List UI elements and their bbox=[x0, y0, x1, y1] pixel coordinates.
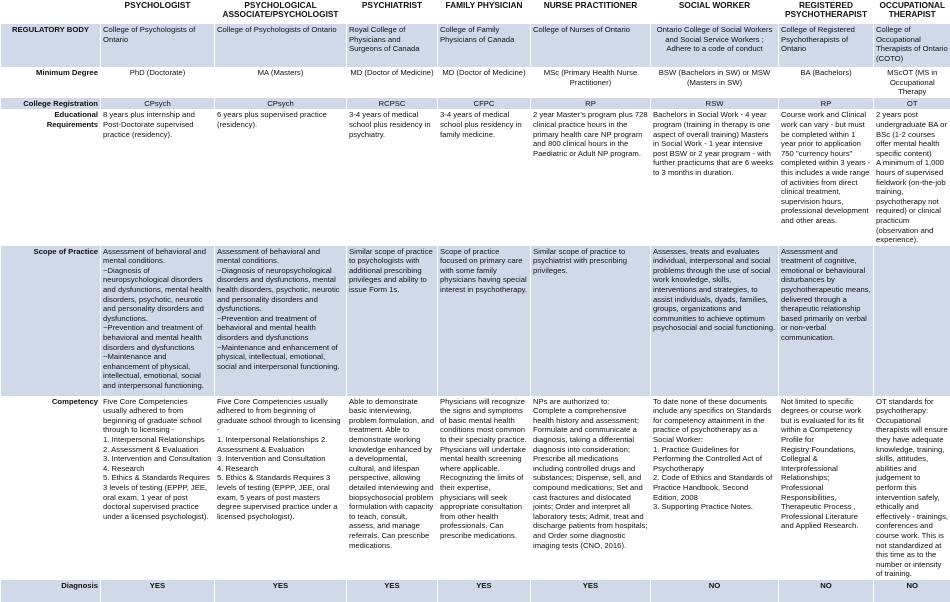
column-header-psychologist: PSYCHOLOGIST bbox=[101, 0, 215, 24]
table-cell: OT standards for psychotherapy: Occupational therapists will ensure they have adequate knowledge, training, skills, attitudes, abilities and judgement to perform this intervention safely, ethically and effectively - trainings, conferences and course work. This is not standardized at this time as to the number or intensity of training. bbox=[874, 396, 950, 580]
table-cell: CPsych bbox=[101, 98, 215, 110]
table-cell: Bachelors in Social Work - 4 year program (training in therapy is one aspect of overall training) Masters in Social Work - 1 year intensive post BSW or 2 year program - with further practicums that are 6 weeks to 3 months in duration. bbox=[651, 109, 779, 245]
row-label-diagnosis: Diagnosis bbox=[1, 580, 101, 602]
table-cell: College of Nurses of Ontario bbox=[531, 24, 651, 67]
column-header-family-physician: FAMILY PHYSICIAN bbox=[438, 0, 531, 24]
table-cell: Royal College of Physicians and Surgeons of Canada bbox=[347, 24, 438, 67]
table-cell: Able to demonstrate basic interviewing, problem formulation, and treatment. Able to demonstrate working knowledge enhanced by a developmental, cultural, and lifespan perspective, allowing detailed interviewing and biopsychosocial problem formulation with capacity to teach, consult, assess, and manage referrals. Can prescribe medications. bbox=[347, 396, 438, 580]
column-header-nurse-practitioner: NURSE PRACTITIONER bbox=[531, 0, 651, 24]
table-cell: 2 year Master’s program plus 728 clinical practice hours in the primary health care NP program and 800 clinical hours in the Paediatric or Adult NP program. bbox=[531, 109, 651, 245]
table-cell: Assessment of behavioral and mental conditions. ~Diagnosis of neuropsychological disorders and dysfunctions, mental health disorders, psychotic, neurotic and personality disorders and dysfunctions. ~Prevention and treatment of behavioral and mental health disorders and dysfunctions ~Maintenance and enhancement of physical, intellectual, emotional, social and interpersonal functioning. bbox=[215, 246, 347, 396]
educational-requirements-row bbox=[1, 109, 950, 245]
table-cell: To date none of these documents include any specifics on Standards for competency attainment in the practice of psychotherapy as a Social Worker: 1. Practice Guidelines for Performing the Controlled Act of Psychotherapy 2. Code of Ethics and Standards of Practice Handbook, Second Edition, 2008 3. Supporting Practice Notes. bbox=[651, 396, 779, 580]
table-cell: BSW (Bachelors in SW) or MSW (Masters in SW) bbox=[651, 67, 779, 98]
table-cell: Not limited to specific degrees or course work but is evaluated for its fit within a Competency Profile for Registry:Foundations, Collegial & Interprofessional Relationships; Professional Responsibilities, Therapeutic Process , Professional Literature and Applied Research. bbox=[779, 396, 874, 580]
row-label-minimum-degree: Minimum Degree bbox=[1, 67, 101, 98]
table-cell: BA (Bachelors) bbox=[779, 67, 874, 98]
table-cell: RP bbox=[779, 98, 874, 110]
table-cell: Similar scope of practice to psychologists with additional prescribing privileges and ability to issue Form 1s. bbox=[347, 246, 438, 396]
table-cell: OT bbox=[874, 98, 950, 110]
table-cell: Ontario College of Social Workers and Social Service Workers ; Adhere to a code of conduct bbox=[651, 24, 779, 67]
table-cell bbox=[874, 246, 950, 396]
table-cell: Five Core Competencies usually adhered to from beginning of graduate school through to licensing - 1. Interpersonal Relationships 2. Assessment & Evaluation 3. Intervention and Consultation 4. Research 5. Ethics & Standards Requires 3 levels of testing (EPPP, JEE, oral exam, 5 years of post masters degree supervised practice under a licensed psychologist). bbox=[215, 396, 347, 580]
table-cell: RCPSC bbox=[347, 98, 438, 110]
table-cell: YES bbox=[347, 580, 438, 602]
table-cell: 8 years plus internship and Post-Doctorate supervised practice (residency). bbox=[101, 109, 215, 245]
table-cell: College of Psychologists of Ontario bbox=[215, 24, 347, 67]
table-cell: Assessment of behavioral and mental conditions. ~Diagnosis of neuropsychological disorders and dysfunctions, mental health disorders, psychotic, neurotic and personality disorders and dysfunctions. ~Prevention and treatment of behavioral and mental health disorders and dysfunctions ~Maintenance and enhancement of physical, intellectual, emotional, social and interpersonal functioning. bbox=[101, 246, 215, 396]
column-header-registered-psychotherapist: REGISTERED PSYCHOTHERAPIST bbox=[779, 0, 874, 24]
table-cell: CPsych bbox=[215, 98, 347, 110]
table-cell: YES bbox=[531, 580, 651, 602]
table-cell: MD (Doctor of Medicine) bbox=[347, 67, 438, 98]
table-cell: Course work and Clinical work can vary - but must be completed within 1 year prior to application 750 "currency hours" completed within 3 years - this includes a wide range of activities from direct clinical treatment, supervision hours, professional development and other areas. bbox=[779, 109, 874, 245]
corner-cell bbox=[1, 0, 101, 24]
table-cell: College of Family Physicians of Canada bbox=[438, 24, 531, 67]
table-cell: Assesses, treats and evaluates individual, interpersonal and social problems through the use of social work knowledge, skills, interventions and strategies, to assist individuals, dyads, families, groups, organizations and communities to achieve optimum psychosocial and social functioning. bbox=[651, 246, 779, 396]
row-label-scope-of-practice: Scope of Practice bbox=[1, 246, 101, 396]
table-cell: RP bbox=[531, 98, 651, 110]
column-header-psychological-associate: PSYCHOLOGICAL ASSOCIATE/PSYCHOLOGIST bbox=[215, 0, 347, 24]
table-cell: RSW bbox=[651, 98, 779, 110]
table-cell: PhD (Doctorate) bbox=[101, 67, 215, 98]
college-registration-row bbox=[1, 98, 950, 110]
table-cell: MScOT (MS in Occupational Therapy bbox=[874, 67, 950, 98]
row-label-regulatory-body: REGULATORY BODY bbox=[1, 24, 101, 67]
table-cell: 2 years post undergraduate BA or BSc (1-2 courses offer mental health specific content) A minimum of 1,000 hours of supervised fieldwork (on-the-job training, psychotherapy not required) or clinical practicum (observation and experience). bbox=[874, 109, 950, 245]
table-cell: College of Psychologists of Ontario bbox=[101, 24, 215, 67]
table-cell: MD (Doctor of Medicine) bbox=[438, 67, 531, 98]
scope-of-practice-row bbox=[1, 246, 950, 396]
table-cell: Five Core Competencies usually adhered to from beginning of graduate school through to licensing - 1. Interpersonal Relationships 2. Assessment & Evaluation 3. Intervention and Consultation 4. Research 5. Ethics & Standards Requires 3 levels of testing (EPPP, JEE, oral exam, 1 year of post doctoral supervised practice under a licensed psychologist). bbox=[101, 396, 215, 580]
table-cell: College of Registered Psychotherapists of Ontario bbox=[779, 24, 874, 67]
table-cell: Scope of practice focused on primary care with some family physicians having special interest in psychotherapy. bbox=[438, 246, 531, 396]
table-cell: Assessment and treatment of cognitive, emotional or behavioural disturbances by psychotherapeutic means, delivered through a therapeutic relationship based primarily on verbal or non-verbal communication. bbox=[779, 246, 874, 396]
column-header-occupational-therapist: OCCUPATIONAL THERAPIST bbox=[874, 0, 950, 24]
row-label-competency: Competency bbox=[1, 396, 101, 580]
table-cell: NO bbox=[779, 580, 874, 602]
table-cell: NO bbox=[874, 580, 950, 602]
minimum-degree-row bbox=[1, 67, 950, 98]
table-cell: 3-4 years of medical school plus residency in psychiatry. bbox=[347, 109, 438, 245]
table-cell: MSc (Primary Health Nurse Practitioner) bbox=[531, 67, 651, 98]
column-header-psychiatrist: PSYCHIATRIST bbox=[347, 0, 438, 24]
table-cell: Similar scope of practice to psychiatrist with prescribing privileges. bbox=[531, 246, 651, 396]
table-cell: Physicians will recognize the signs and symptoms of basic mental health conditions most common to their specialty practice. Physicians will undertake mental health screening where applicable. Recognizing the limits of their expertise, physicians will seek appropriate consultation from other health professionals. Can prescribe medications. bbox=[438, 396, 531, 580]
table-cell: MA (Masters) bbox=[215, 67, 347, 98]
regulatory-body-row bbox=[1, 24, 950, 67]
table-cell: YES bbox=[101, 580, 215, 602]
table-cell: 6 years plus supervised practice (residency). bbox=[215, 109, 347, 245]
header-row bbox=[1, 0, 950, 24]
table-cell: NPs are authorized to: Complete a comprehensive health history and assessment; Formulate and communicate a diagnosis, taking a differential diagnosis into consideration; Prescribe all medications including controlled drugs and substances; Dispense, sell, and compound medications; Set and cast fractures and dislocated joints; Order and interpret all laboratory tests; Admit, treat and discharge patients from hospitals; and Order some diagnostic imaging tests (CNO, 2016). bbox=[531, 396, 651, 580]
table-cell: YES bbox=[438, 580, 531, 602]
diagnosis-row bbox=[1, 580, 950, 602]
row-label-college-registration: College Registration bbox=[1, 98, 101, 110]
table-cell: CFPC bbox=[438, 98, 531, 110]
table-cell: 3-4 years of medical school plus residency in family medicine. bbox=[438, 109, 531, 245]
table-cell: YES bbox=[215, 580, 347, 602]
competency-row bbox=[1, 396, 950, 580]
table-cell: College of Occupational Therapists of Ontario (COTO) bbox=[874, 24, 950, 67]
column-header-social-worker: SOCIAL WORKER bbox=[651, 0, 779, 24]
row-label-educational-requirements: Educational Requirements bbox=[1, 109, 101, 245]
table-cell: NO bbox=[651, 580, 779, 602]
